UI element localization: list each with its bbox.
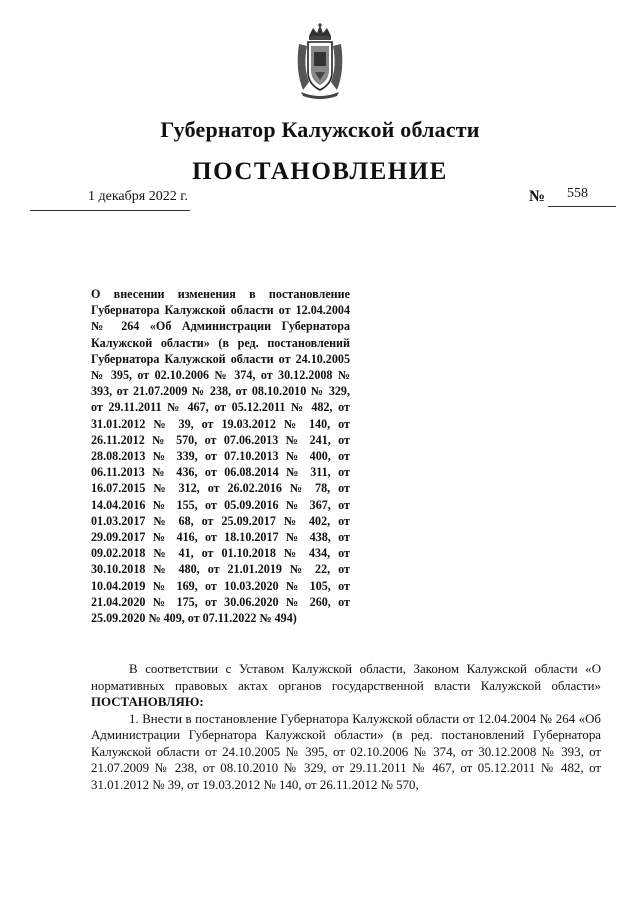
coat-of-arms-icon [291,22,349,100]
decree-number: 558 [567,186,588,201]
decree-body [91,661,601,793]
preamble-paragraph [91,661,601,711]
resolve-word: ПОСТАНОВЛЯЮ: [91,695,204,709]
decree-subject: О внесении изменения в постановление Губернатора Калужской области от 12.04.2004 № 264 «Об Администрации Губернатора Калужской области» (в ред. постановлений Губернатора Калужской области от 24.10.2005 № 395, от 02.10.2006 № 374, от 30.12.2008 № 393, от 21.07.2009 № 238, от 08.10.2010 № 329, от 29.11.2011 № 467, от 05.12.2011 № 482, от 31.01.2012 № 39, от 19.03.2012 № 140, от 26.11.2012 № 570, от 07.06.2013 № 241, от 28.08.2013 № 339, от 07.10.2013 № 400, от 06.11.2013 № 436, от 06.08.2014 № 311, от 16.07.2015 № 312, от 26.02.2016 № 78, от 14.04.2016 № 155, от 05.09.2016 № 367, от 01.03.2017 № 68, от 25.09.2017 № 402, от 29.09.2017 № 416, от 18.10.2017 № 438, от 09.02.2018 № 41, от 01.10.2018 № 434, от 30.10.2018 № 480, от 21.01.2019 № 22, от 10.04.2019 № 169, от 10.03.2020 № 105, от 21.04.2020 № 175, от 30.06.2020 № 260, от 25.09.2020 № 409, от 07.11.2022 № 494) [91,287,350,626]
item-1-paragraph: 1. Внести в постановление Губернатора Калужской области от 12.04.2004 № 264 «Об Администрации Губернатора Калужской области» (в ред. постановлений Губернатора Калужской области от 24.10.2005 № 395, от 02.10.2006 № 374, от 30.12.2008 № 393, от 21.07.2009 № 238, от 08.10.2010 № 329, от 29.11.2011 № 467, от 05.12.2011 № 482, от 31.01.2012 № 39, от 19.03.2012 № 140, от 26.11.2012 № 570, [91,711,601,792]
number-label: № [529,188,546,205]
document-type: ПОСТАНОВЛЕНИЕ [192,158,448,185]
preamble-text: В соответствии с Уставом Калужской области, Законом Калужской области «О нормативных правовых актах органов государственной власти Калужской области» [91,662,601,693]
issuing-authority: Губернатор Калужской области [160,117,480,142]
decree-date: 1 декабря 2022 г. [88,189,188,204]
